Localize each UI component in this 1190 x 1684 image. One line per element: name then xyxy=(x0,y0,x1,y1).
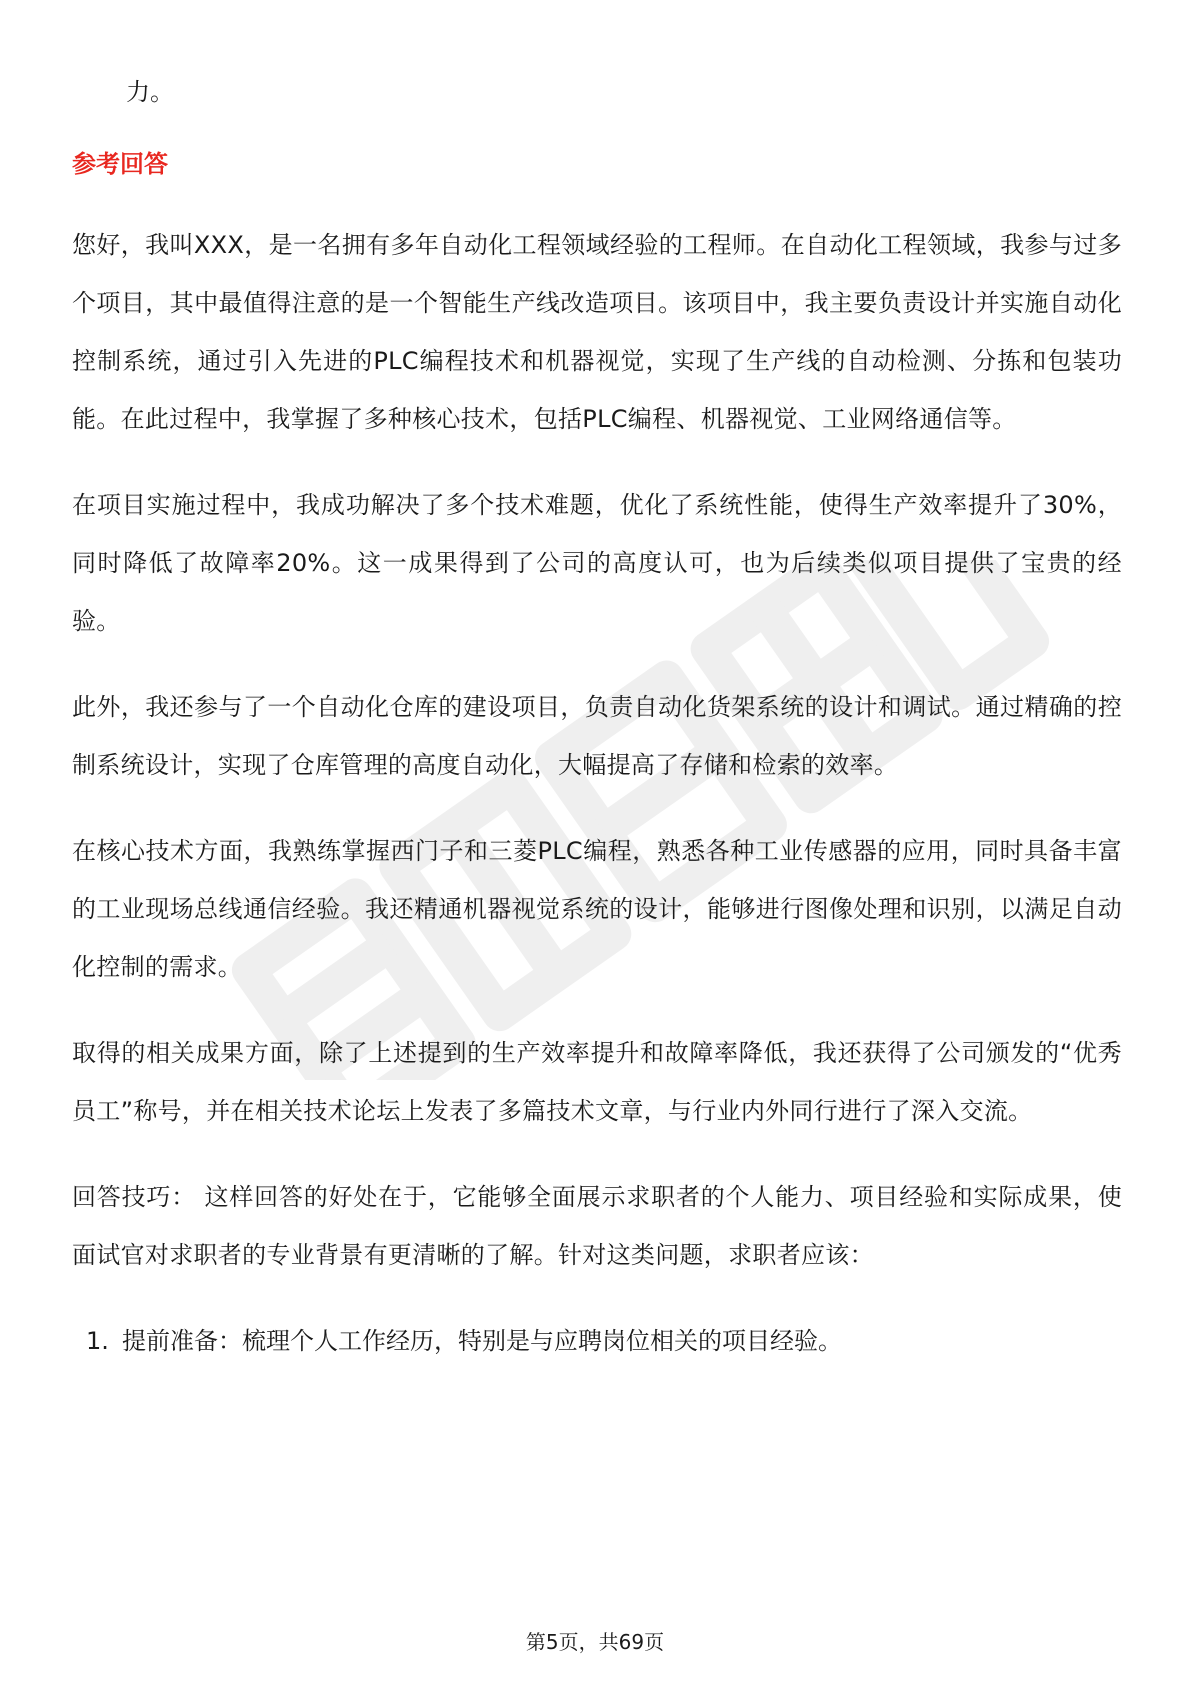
list-item-text: 提前准备：梳理个人工作经历，特别是与应聘岗位相关的项目经验。 xyxy=(122,1327,842,1355)
paragraph-achievements: 取得的相关成果方面，除了上述提到的生产效率提升和故障率降低，我还获得了公司颁发的“优秀员工”称号，并在相关技术论坛上发表了多篇技术文章，与行业内外同行进行了深入交流。 xyxy=(72,1039,1122,1125)
tips-list xyxy=(72,1312,1122,1370)
list-item xyxy=(72,1312,1122,1370)
continued-text-line: 力。 xyxy=(126,78,174,106)
paragraph-intro: 您好，我叫XXX，是一名拥有多年自动化工程领域经验的工程师。在自动化工程领域，我参与过多个项目，其中最值得注意的是一个智能生产线改造项目。该项目中，我主要负责设计并实施自动化控制系统，通过引入先进的PLC编程技术和机器视觉，实现了生产线的自动检测、分拣和包装功能。在此过程中，我掌握了多种核心技术，包括PLC编程、机器视觉、工业网络通信等。 xyxy=(72,231,1122,433)
paragraph-core-tech: 在核心技术方面，我熟练掌握西门子和三菱PLC编程，熟悉各种工业传感器的应用，同时具备丰富的工业现场总线通信经验。我还精通机器视觉系统的设计，能够进行图像处理和识别，以满足自动化控制的需求。 xyxy=(72,837,1122,981)
page-footer: 第5页，共69页 xyxy=(525,1630,665,1654)
paragraph-results: 在项目实施过程中，我成功解决了多个技术难题，优化了系统性能，使得生产效率提升了30%，同时降低了故障率20%。这一成果得到了公司的高度认可，也为后续类似项目提供了宝贵的经验。 xyxy=(72,491,1122,635)
section-heading: 参考回答 xyxy=(72,150,168,178)
answer-body xyxy=(72,216,1122,1370)
list-item-number: 1. xyxy=(86,1327,109,1355)
paragraph-tips: 回答技巧： 这样回答的好处在于，它能够全面展示求职者的个人能力、项目经验和实际成果，使面试官对求职者的专业背景有更清晰的了解。针对这类问题，求职者应该： xyxy=(72,1183,1122,1269)
paragraph-warehouse: 此外，我还参与了一个自动化仓库的建设项目，负责自动化货架系统的设计和调试。通过精确的控制系统设计，实现了仓库管理的高度自动化，大幅提高了存储和检索的效率。 xyxy=(72,693,1122,779)
